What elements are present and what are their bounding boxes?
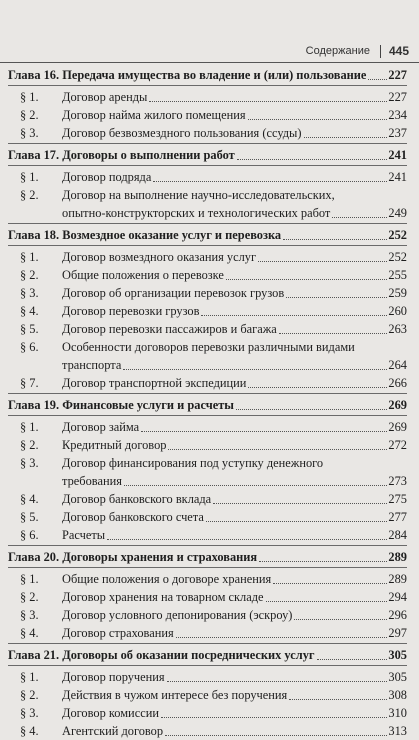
section-page-number: 284 [388, 528, 407, 542]
chapter-underline [8, 165, 407, 166]
toc-section-entry [8, 588, 407, 606]
section-page-number: 275 [388, 492, 407, 506]
chapter-title: Глава 18. Возмездное оказание услуг и перевозка [8, 228, 282, 242]
toc-chapter-entry [8, 646, 407, 664]
dot-leader [141, 431, 387, 432]
chapter-title: Глава 19. Финансовые услуги и расчеты [8, 398, 234, 412]
toc-section-entry [8, 606, 407, 624]
section-page-number: 308 [388, 688, 407, 702]
dot-leader [213, 503, 387, 504]
toc-section-entry [8, 624, 407, 642]
section-number: § 5. [20, 510, 39, 524]
section-number: § 2. [20, 688, 39, 702]
section-title: Договор комиссии [62, 706, 159, 720]
toc-section-entry [8, 418, 407, 436]
section-title: Договор хранения на товарном складе [62, 590, 264, 604]
section-page-number: 227 [388, 90, 407, 104]
toc-chapter-entry [8, 66, 407, 84]
section-title: Агентский договор [62, 724, 164, 738]
section-number: § 1. [20, 170, 39, 184]
dot-leader [176, 637, 388, 638]
toc-section-entry [8, 302, 407, 320]
toc-section-entry [8, 374, 407, 392]
toc-section-entry [8, 668, 407, 686]
chapter-page-number: 241 [388, 148, 407, 162]
toc-section-entry [8, 490, 407, 508]
toc-section-entry [8, 508, 407, 526]
toc-section-entry [8, 186, 407, 204]
section-page-number: 266 [388, 376, 407, 390]
section-title: Содержание [305, 45, 370, 57]
dot-leader [259, 561, 387, 562]
dot-leader [283, 239, 387, 240]
dot-leader [124, 485, 387, 486]
section-number: § 6. [20, 340, 39, 354]
toc-chapter-entry [8, 548, 407, 566]
toc-chapter-entry [8, 226, 407, 244]
section-number: § 4. [20, 626, 39, 640]
chapter-underline [8, 567, 407, 568]
section-title: Договор об организации перевозок грузов [62, 286, 285, 300]
chapter-underline [8, 665, 407, 666]
dot-leader [206, 521, 388, 522]
section-number: § 2. [20, 268, 39, 282]
chapter-divider [8, 393, 407, 394]
chapter-underline [8, 245, 407, 246]
section-page-number: 260 [388, 304, 407, 318]
section-number: § 3. [20, 456, 39, 470]
chapter-page-number: 289 [388, 550, 407, 564]
dot-leader [107, 539, 387, 540]
section-title: Договор подряда [62, 170, 152, 184]
dot-leader [226, 279, 388, 280]
header-separator [380, 45, 381, 58]
section-page-number: 255 [388, 268, 407, 282]
dot-leader [258, 261, 387, 262]
section-number: § 4. [20, 492, 39, 506]
section-number: § 4. [20, 304, 39, 318]
toc-section-entry [8, 526, 407, 544]
section-page-number: 277 [388, 510, 407, 524]
dot-leader [286, 297, 387, 298]
section-number: § 2. [20, 590, 39, 604]
toc-section-entry [8, 284, 407, 302]
toc-section-entry [8, 704, 407, 722]
toc-section-entry [8, 722, 407, 740]
section-number: § 3. [20, 126, 39, 140]
section-title: Расчеты [62, 528, 106, 542]
dot-leader [201, 315, 387, 316]
toc-section-entry [8, 106, 407, 124]
chapter-divider [8, 143, 407, 144]
section-page-number: 294 [388, 590, 407, 604]
section-number: § 3. [20, 706, 39, 720]
toc-section-entry [8, 248, 407, 266]
dot-leader [273, 583, 387, 584]
chapter-divider [8, 223, 407, 224]
dot-leader [248, 119, 388, 120]
dot-leader [279, 333, 388, 334]
toc-section-entry-continued [8, 356, 407, 374]
section-title: Договор на выполнение научно-исследовательских, [62, 188, 335, 202]
chapter-page-number: 305 [388, 648, 407, 662]
chapter-underline [8, 85, 407, 86]
section-page-number: 234 [388, 108, 407, 122]
dot-leader [168, 449, 387, 450]
dot-leader [317, 659, 388, 660]
section-number: § 6. [20, 528, 39, 542]
section-title: Договор аренды [62, 90, 148, 104]
section-page-number: 310 [388, 706, 407, 720]
section-page-number: 296 [388, 608, 407, 622]
chapter-title: Глава 21. Договоры об оказании посреднических услуг [8, 648, 315, 662]
chapter-title: Глава 16. Передача имущества во владение и (или) пользование [8, 68, 367, 82]
toc-section-entry [8, 338, 407, 356]
chapter-title: Глава 17. Договоры о выполнении работ [8, 148, 235, 162]
dot-leader [161, 717, 387, 718]
section-page-number: 297 [388, 626, 407, 640]
section-page-number: 264 [388, 358, 407, 372]
section-title: Договор перевозки грузов [62, 304, 200, 318]
section-page-number: 241 [388, 170, 407, 184]
table-of-contents [8, 66, 407, 740]
dot-leader [149, 101, 387, 102]
section-page-number: 263 [388, 322, 407, 336]
section-number: § 7. [20, 376, 39, 390]
toc-section-entry [8, 88, 407, 106]
section-number: § 2. [20, 108, 39, 122]
dot-leader [123, 369, 387, 370]
section-title: Договор перевозки пассажиров и багажа [62, 322, 277, 336]
section-page-number: 259 [388, 286, 407, 300]
section-number: § 1. [20, 420, 39, 434]
toc-chapter-entry [8, 146, 407, 164]
dot-leader [167, 681, 388, 682]
dot-leader [294, 619, 387, 620]
chapter-page-number: 227 [388, 68, 407, 82]
section-title-continued: требования [62, 474, 122, 488]
section-page-number: 249 [388, 206, 407, 220]
section-number: § 2. [20, 188, 39, 202]
section-title: Договор транспортной экспедиции [62, 376, 247, 390]
section-number: § 5. [20, 322, 39, 336]
dot-leader [266, 601, 388, 602]
section-title: Договор найма жилого помещения [62, 108, 246, 122]
section-number: § 1. [20, 90, 39, 104]
dot-leader [153, 181, 387, 182]
toc-chapter-entry [8, 396, 407, 414]
toc-section-entry [8, 124, 407, 142]
dot-leader [368, 79, 387, 80]
section-title: Договор возмездного оказания услуг [62, 250, 257, 264]
toc-section-entry [8, 436, 407, 454]
section-number: § 1. [20, 670, 39, 684]
section-title: Договор условного депонирования (эскроу) [62, 608, 293, 622]
section-page-number: 269 [388, 420, 407, 434]
section-title: Особенности договоров перевозки различными видами [62, 340, 355, 354]
toc-section-entry-continued [8, 472, 407, 490]
section-title: Общие положения о перевозке [62, 268, 224, 282]
section-number: § 1. [20, 250, 39, 264]
section-title: Договор банковского вклада [62, 492, 212, 506]
dot-leader [236, 409, 387, 410]
chapter-page-number: 269 [388, 398, 407, 412]
section-number: § 1. [20, 572, 39, 586]
section-number: § 2. [20, 438, 39, 452]
section-title: Общие положения о договоре хранения [62, 572, 272, 586]
section-page-number: 313 [388, 724, 407, 738]
toc-section-entry [8, 570, 407, 588]
header-rule [0, 62, 419, 63]
toc-section-entry [8, 686, 407, 704]
section-page-number: 305 [388, 670, 407, 684]
section-page-number: 272 [388, 438, 407, 452]
chapter-page-number: 252 [388, 228, 407, 242]
section-number: § 3. [20, 608, 39, 622]
section-page-number: 289 [388, 572, 407, 586]
chapter-divider [8, 643, 407, 644]
chapter-title: Глава 20. Договоры хранения и страхования [8, 550, 258, 564]
section-title-continued: транспорта [62, 358, 122, 372]
toc-section-entry-continued [8, 204, 407, 222]
toc-section-entry [8, 454, 407, 472]
section-title: Договор страхования [62, 626, 174, 640]
toc-section-entry [8, 168, 407, 186]
section-title: Действия в чужом интересе без поручения [62, 688, 288, 702]
section-title: Договор безвозмездного пользования (ссуды) [62, 126, 302, 140]
toc-section-entry [8, 266, 407, 284]
section-title: Договор финансирования под уступку денежного [62, 456, 324, 470]
toc-section-entry [8, 320, 407, 338]
chapter-divider [8, 545, 407, 546]
dot-leader [237, 159, 388, 160]
section-title: Договор поручения [62, 670, 165, 684]
section-title: Договор займа [62, 420, 140, 434]
section-title: Договор банковского счета [62, 510, 204, 524]
section-page-number: 273 [388, 474, 407, 488]
section-page-number: 252 [388, 250, 407, 264]
section-page-number: 237 [388, 126, 407, 140]
section-number: § 4. [20, 724, 39, 738]
section-number: § 3. [20, 286, 39, 300]
chapter-underline [8, 415, 407, 416]
dot-leader [248, 387, 387, 388]
dot-leader [165, 735, 387, 736]
page-number: 445 [388, 44, 409, 58]
section-title-continued: опытно-конструкторских и технологических работ [62, 206, 331, 220]
section-title: Кредитный договор [62, 438, 167, 452]
running-head [306, 44, 409, 58]
dot-leader [304, 137, 388, 138]
dot-leader [332, 217, 387, 218]
